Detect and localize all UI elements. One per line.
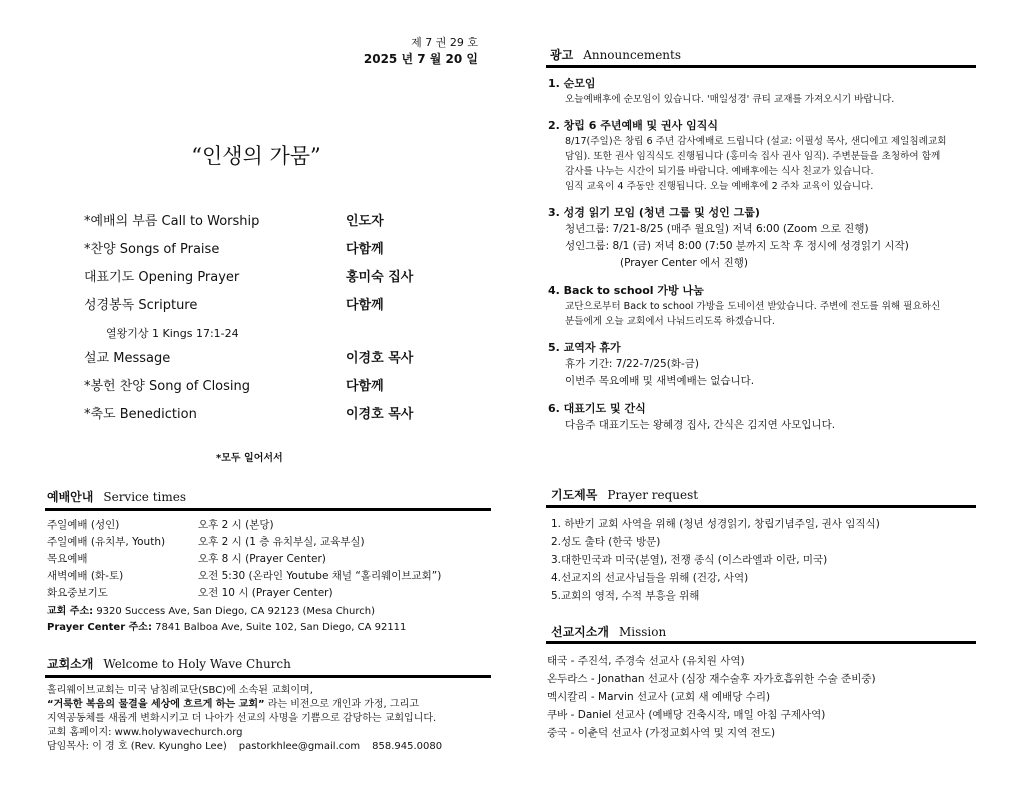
service-time: 오전 5:30 (온라인 Youtube 채널 “홀리웨이브교회”) bbox=[198, 570, 442, 582]
order-item-name: *예배의 부름 Call to Worship bbox=[84, 214, 260, 229]
announcement-line: 다음주 대표기도는 왕혜경 집사, 간식은 김지연 사모입니다. bbox=[565, 419, 836, 431]
intro-heading-ko: 교회소개 bbox=[47, 657, 94, 671]
issue-volume: 제 7 권 29 호 bbox=[411, 36, 478, 49]
order-item-name: 대표기도 Opening Prayer bbox=[84, 270, 240, 285]
church-intro bbox=[47, 684, 497, 754]
announcement-title: 3. 성경 읽기 모임 (청년 그룹 및 성인 그룹) bbox=[548, 206, 760, 219]
mission-heading-ko: 선교지소개 bbox=[551, 625, 609, 639]
intro-line: 홀리웨이브교회는 미국 남침례교단(SBC)에 소속된 교회이며, bbox=[47, 685, 313, 696]
prayer-center-address bbox=[47, 620, 406, 636]
order-item-name: 성경봉독 Scripture bbox=[84, 298, 198, 313]
service-heading bbox=[47, 488, 186, 505]
announcement-line: 성인그룹: 8/1 (금) 저녁 8:00 (7:50 분까지 도착 후 정시에 성경읽기 시작) bbox=[565, 240, 909, 252]
order-row bbox=[84, 349, 464, 377]
section-divider bbox=[546, 641, 976, 644]
issue-info bbox=[364, 34, 478, 68]
intro-heading bbox=[47, 655, 291, 672]
announcement-item bbox=[548, 204, 988, 272]
intro-heading-en: Welcome to Holy Wave Church bbox=[103, 657, 291, 671]
service-name: 주일예배 (성인) bbox=[47, 519, 120, 531]
phone-number: 858.945.0080 bbox=[372, 741, 443, 752]
church-address-value: 9320 Success Ave, San Diego, CA 92123 (Mesa Church) bbox=[96, 606, 375, 617]
church-address bbox=[47, 604, 406, 620]
order-row bbox=[84, 405, 464, 433]
order-row bbox=[84, 240, 464, 268]
prayer-heading-ko: 기도제목 bbox=[551, 488, 598, 502]
announcements-heading-ko: 광고 bbox=[550, 48, 574, 62]
mission-item: 멕시칼리 - Marvin 선교사 (교회 새 예배당 수리) bbox=[547, 691, 771, 703]
order-item-name: *찬양 Songs of Praise bbox=[84, 242, 220, 257]
order-item-leader: 다함께 bbox=[346, 242, 384, 257]
scripture-reference: 열왕기상 1 Kings 17:1-24 bbox=[106, 327, 239, 340]
announcement-title: 1. 순모임 bbox=[548, 77, 596, 90]
announcement-line: 휴가 기간: 7/22-7/25(화-금) bbox=[565, 358, 699, 370]
order-row bbox=[84, 377, 464, 405]
order-item-leader: 다함께 bbox=[346, 298, 384, 313]
prayer-heading-en: Prayer request bbox=[607, 488, 699, 502]
announcements-list bbox=[548, 75, 988, 444]
announcements-heading bbox=[550, 46, 681, 63]
order-item-leader: 이경호 목사 bbox=[346, 407, 414, 422]
service-time: 오후 2 시 (본당) bbox=[198, 519, 274, 531]
pastor-contact bbox=[47, 740, 497, 754]
announcement-item bbox=[548, 117, 988, 194]
order-row bbox=[84, 296, 464, 324]
prayer-item: 3.대한민국과 미국(분열), 전쟁 종식 (이스라엘과 이란, 미국) bbox=[551, 554, 828, 566]
service-name: 화요중보기도 bbox=[47, 587, 108, 599]
section-divider bbox=[45, 675, 491, 678]
service-name: 새벽예배 (화-토) bbox=[47, 570, 124, 582]
issue-date: 2025 년 7 월 20 일 bbox=[363, 52, 478, 66]
announcement-line: 청년그룹: 7/21-8/25 (매주 월요일) 저녁 6:00 (Zoom 으로 진행) bbox=[565, 223, 869, 235]
section-divider bbox=[546, 65, 976, 68]
intro-line: 지역공동체를 새롭게 변화시키고 더 나아가 선교의 사명을 기쁨으로 감당하는 교회입니다. bbox=[47, 713, 437, 724]
church-address-label: 교회 주소: bbox=[47, 606, 94, 617]
mission-heading-en: Mission bbox=[618, 625, 667, 639]
announcement-title: 4. Back to school 가방 나눔 bbox=[548, 284, 704, 297]
order-row bbox=[84, 268, 464, 296]
addresses bbox=[47, 604, 406, 636]
order-of-worship bbox=[84, 212, 464, 433]
service-heading-en: Service times bbox=[103, 490, 186, 504]
prayer-heading bbox=[551, 486, 698, 503]
order-item-name: *축도 Benediction bbox=[84, 407, 197, 422]
service-time: 오후 8 시 (Prayer Center) bbox=[198, 553, 326, 565]
announcement-title: 2. 창립 6 주년예배 및 권사 임직식 bbox=[548, 119, 718, 132]
prayer-item: 2.성도 출타 (한국 방문) bbox=[551, 536, 661, 548]
prayer-item: 5.교회의 영적, 수적 부흥을 위해 bbox=[551, 590, 700, 602]
prayer-center-label: Prayer Center 주소: bbox=[47, 622, 152, 633]
section-divider bbox=[45, 508, 491, 511]
service-time: 오전 10 시 (Prayer Center) bbox=[198, 587, 333, 599]
prayer-list bbox=[551, 515, 880, 605]
announcement-line: (Prayer Center 에서 진행) bbox=[620, 257, 749, 269]
section-divider bbox=[546, 505, 976, 508]
pastor-name: 담임목사: 이 경 호 (Rev. Kyungho Lee) bbox=[47, 741, 227, 752]
announcement-item bbox=[548, 75, 988, 107]
sermon-title: “인생의 가뭄” bbox=[191, 144, 321, 168]
announcement-line: 분들에게 오늘 교회에서 나눠드리도록 하겠습니다. bbox=[565, 316, 775, 327]
order-item-leader: 홍미숙 집사 bbox=[346, 270, 414, 285]
intro-line-rest: 라는 비전으로 개인과 가정, 그리고 bbox=[264, 699, 419, 710]
order-item-name: *봉헌 찬양 Song of Closing bbox=[84, 379, 251, 394]
announcement-line: 교단으로부터 Back to school 가방을 도네이션 받았습니다. 주변에 전도를 위해 필요하신 bbox=[565, 301, 941, 312]
mission-list bbox=[547, 652, 876, 742]
order-item-leader: 이경호 목사 bbox=[346, 351, 414, 366]
order-row bbox=[84, 212, 464, 240]
announcement-title: 6. 대표기도 및 간식 bbox=[548, 402, 646, 415]
announcement-line: 임직 교육이 4 주동안 진행됩니다. 오늘 예배후에 2 주차 교육이 있습니다. bbox=[565, 181, 874, 192]
prayer-center-value: 7841 Balboa Ave, Suite 102, San Diego, CA 92111 bbox=[155, 622, 407, 633]
mission-heading bbox=[551, 623, 666, 640]
service-heading-ko: 예배안내 bbox=[47, 490, 94, 504]
email-link[interactable]: pastorkhlee@gmail.com bbox=[238, 741, 361, 752]
service-name: 주일예배 (유치부, Youth) bbox=[47, 536, 166, 548]
announcement-item bbox=[548, 282, 988, 329]
announcement-title: 5. 교역자 휴가 bbox=[548, 341, 621, 354]
announcement-item bbox=[548, 339, 988, 390]
homepage-link[interactable]: 교회 홈페이지: www.holywavechurch.org bbox=[47, 727, 243, 738]
announcements-heading-en: Announcements bbox=[583, 48, 682, 62]
mission-item: 온두라스 - Jonathan 선교사 (심장 재수술후 자가호흡위한 수술 준비중) bbox=[547, 673, 876, 685]
announcement-item bbox=[548, 400, 988, 434]
service-time: 오후 2 시 (1 층 유치부실, 교육부실) bbox=[198, 536, 365, 548]
vision-statement: “거룩한 복음의 물결을 세상에 흐르게 하는 교회” bbox=[47, 699, 265, 710]
order-item-leader: 인도자 bbox=[346, 214, 384, 229]
announcement-line: 담임). 또한 권사 임직식도 진행됩니다 (홍미숙 집사 권사 임직). 주변분들을 초청하여 함께 bbox=[565, 151, 941, 162]
mission-item: 중국 - 이춘덕 선교사 (가정교회사역 및 지역 전도) bbox=[547, 727, 776, 739]
prayer-item: 4.선교지의 선교사님들을 위해 (건강, 사역) bbox=[551, 572, 749, 584]
mission-item: 태국 - 주진석, 주경숙 선교사 (유치원 사역) bbox=[547, 655, 745, 667]
intro-vision-line bbox=[47, 698, 497, 712]
mission-item: 쿠바 - Daniel 선교사 (예배당 건축시작, 매일 아침 구제사역) bbox=[547, 709, 826, 721]
service-name: 목요예배 bbox=[47, 553, 88, 565]
announcement-line: 8/17(주일)은 창립 6 주년 감사예배로 드립니다 (설교: 이필성 목사, 샌디에고 제일침례교회 bbox=[565, 136, 947, 147]
order-item-leader: 다함께 bbox=[346, 379, 384, 394]
order-item-name: 설교 Message bbox=[84, 351, 171, 366]
prayer-item: 1. 하반기 교회 사역을 위해 (청년 성경읽기, 창립기념주일, 권사 임직식) bbox=[551, 518, 880, 530]
announcement-line: 이번주 목요예배 및 새벽예배는 없습니다. bbox=[565, 375, 755, 387]
announcement-line: 감사를 나누는 시간이 되기를 바랍니다. 예배후에는 식사 친교가 있습니다. bbox=[565, 166, 874, 177]
announcement-line: 오늘예배후에 순모임이 있습니다. '매일성경' 큐티 교재를 가져오시기 바랍니다. bbox=[565, 94, 895, 105]
stand-note: *모두 일어서서 bbox=[216, 453, 283, 464]
order-row-scripture-ref bbox=[84, 324, 464, 349]
